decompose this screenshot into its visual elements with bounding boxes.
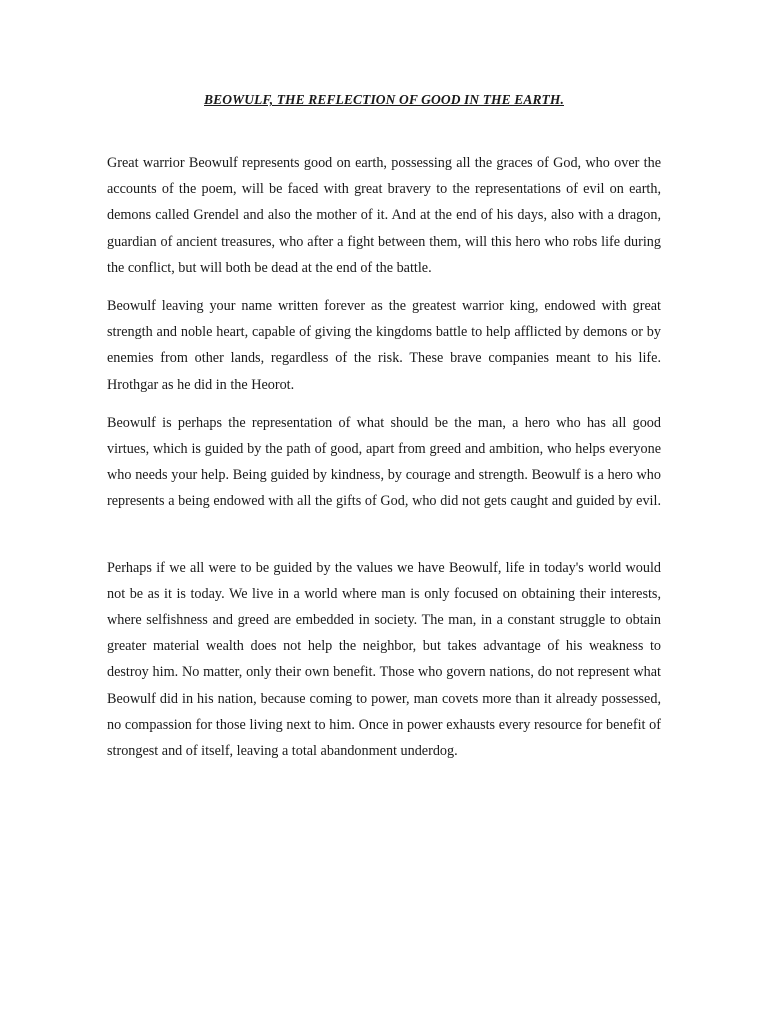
- paragraph-1: Great warrior Beowulf represents good on earth, possessing all the graces of God, who over the accounts of the poem, will be faced with great bravery to the representations of evil on earth, demons called Grendel and also the mother of it. And at the end of his days, also with a dragon, guardian of ancient treasures, who after a fight between them, will this hero who robs life during the conflict, but will both be dead at the end of the battle.: [107, 155, 661, 276]
- document-body: [107, 150, 661, 776]
- paragraph-2: Beowulf leaving your name written forever as the greatest warrior king, endowed with great strength and noble heart, capable of giving the kingdoms battle to help afflicted by demons or by enemies from other lands, regardless of the risk. These brave companies meant to his life. Hrothgar as he did in the Heorot.: [107, 298, 661, 393]
- document-title: BEOWULF, THE REFLECTION OF GOOD IN THE EARTH.: [204, 92, 564, 107]
- paragraph-3: Beowulf is perhaps the representation of what should be the man, a hero who has all good virtues, which is guided by the path of good, apart from greed and ambition, who helps everyone who needs your help. Being guided by kindness, by courage and strength. Beowulf is a hero who represents a being endowed with all the gifts of God, who did not gets caught and guided by evil.: [107, 414, 661, 510]
- paragraph-4: Perhaps if we all were to be guided by the values we have Beowulf, life in today's world would not be as it is today. We live in a world where man is only focused on obtaining their interests, where selfishness and greed are embedded in society. The man, in a constant struggle to obtain greater material wealth does not help the neighbor, but takes advantage of his weakness to destroy him. No matter, only their own benefit. Those who govern nations, do not represent what Beowulf did in his nation, because coming to power, man covets more than it already possessed, no compassion for those living next to him. Once in power exhausts every resource for benefit of strongest and of itself, leaving a total abandonment underdog.: [107, 559, 661, 760]
